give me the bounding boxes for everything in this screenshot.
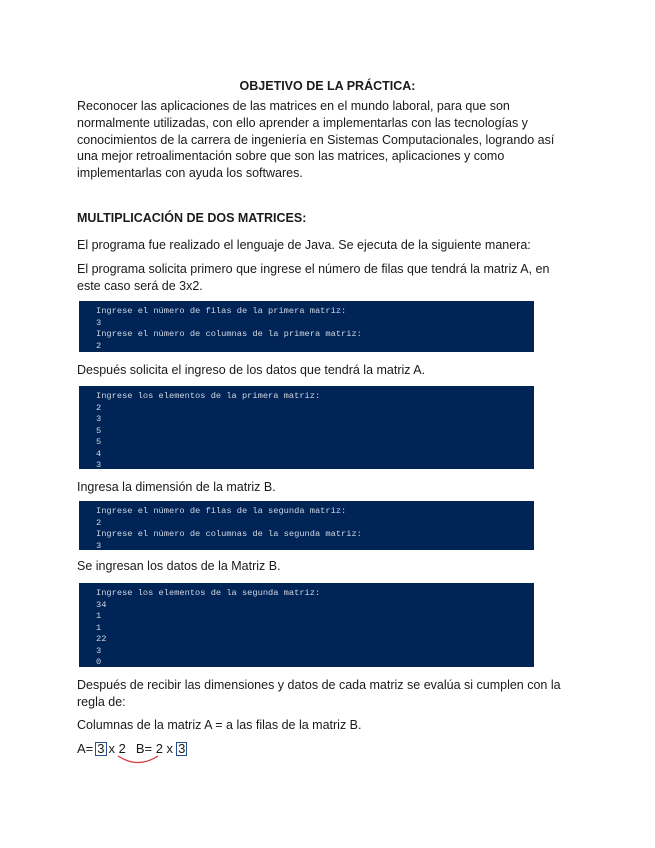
matrix-a-cols: x 2 <box>108 741 126 756</box>
paragraph-line: normalmente utilizadas, con ello aprender a implementarlas con las tecnologías y <box>77 115 528 130</box>
console-line: 4 <box>96 448 102 459</box>
paragraph-line: conocimientos de la carrera de ingeniería en Sistemas Computacionales, logrando así <box>77 132 555 147</box>
console-line: 3 <box>96 540 102 551</box>
paragraph-line: Después de recibir las dimensiones y datos de cada matriz se evalúa si cumplen con la <box>77 678 561 692</box>
console-line: 3 <box>96 317 102 328</box>
console-screenshot-rows-cols-b <box>79 501 534 550</box>
console-screenshot-elements-b <box>79 583 534 667</box>
console-line: 0 <box>96 657 102 667</box>
console-line: Ingrese el número de filas de la primera matriz: <box>96 306 347 316</box>
matrix-b-cols-highlight: 3 <box>178 740 186 756</box>
step2-text: Después solicita el ingreso de los datos que tendrá la matriz A. <box>77 363 426 377</box>
paragraph-line: Reconocer las aplicaciones de las matrices en el mundo laboral, para que son <box>77 99 510 113</box>
console-line: 3 <box>96 645 102 656</box>
console-line: Ingrese los elementos de la primera matriz: <box>96 391 321 401</box>
console-line: 34 <box>96 599 107 610</box>
matrix-a-label: A= <box>77 741 94 756</box>
console-line: 3 <box>96 414 102 424</box>
objective-title: OBJETIVO DE LA PRÁCTICA: <box>239 79 416 93</box>
console-line: 1 <box>96 622 102 633</box>
step1-paragraph <box>77 261 549 295</box>
matrix-a-rows-highlight: 3 <box>97 740 105 756</box>
console-screenshot-elements-a <box>79 386 534 469</box>
intro-text: El programa fue realizado el lenguaje de Java. Se ejecuta de la siguiente manera: <box>77 238 531 252</box>
paragraph-line: El programa solicita primero que ingrese el número de filas que tendrá la matriz A, en <box>77 262 550 276</box>
paragraph-line: implementarlas con ayuda los softwares. <box>77 166 303 181</box>
paragraph-line: regla de: <box>77 694 126 709</box>
red-arc-annotation <box>112 753 164 767</box>
matrix-b-label: B= 2 x <box>135 741 174 756</box>
paragraph-line: una mejor retroalimentación sobre que son las matrices, aplicaciones y como <box>77 149 505 164</box>
console-line: Ingrese el número de columnas de la primera matriz: <box>96 329 362 339</box>
console-line: 1 <box>96 611 102 621</box>
paragraph-line: este caso será de 3x2. <box>77 278 203 293</box>
console-line: Ingrese el número de filas de la segunda matriz: <box>96 506 347 516</box>
step4-text: Se ingresan los datos de la Matriz B. <box>77 559 281 573</box>
console-line: Ingrese el número de columnas de la segunda matriz: <box>96 529 362 539</box>
console-line: Ingrese los elementos de la segunda matriz: <box>96 588 321 598</box>
console-line: 2 <box>96 340 102 351</box>
step3-text: Ingresa la dimensión de la matriz B. <box>77 480 276 494</box>
rule-intro-paragraph <box>77 677 561 711</box>
console-line: 2 <box>96 402 102 413</box>
console-line: 3 <box>96 460 102 470</box>
console-line: 22 <box>96 634 107 644</box>
objective-paragraph <box>77 98 554 182</box>
console-screenshot-rows-cols-a <box>79 301 534 352</box>
section-heading: MULTIPLICACIÓN DE DOS MATRICES: <box>77 211 307 225</box>
console-line: 5 <box>96 425 102 436</box>
console-line: 2 <box>96 517 102 528</box>
rule-text: Columnas de la matriz A = a las filas de la matriz B. <box>77 718 362 732</box>
console-line: 5 <box>96 437 102 447</box>
